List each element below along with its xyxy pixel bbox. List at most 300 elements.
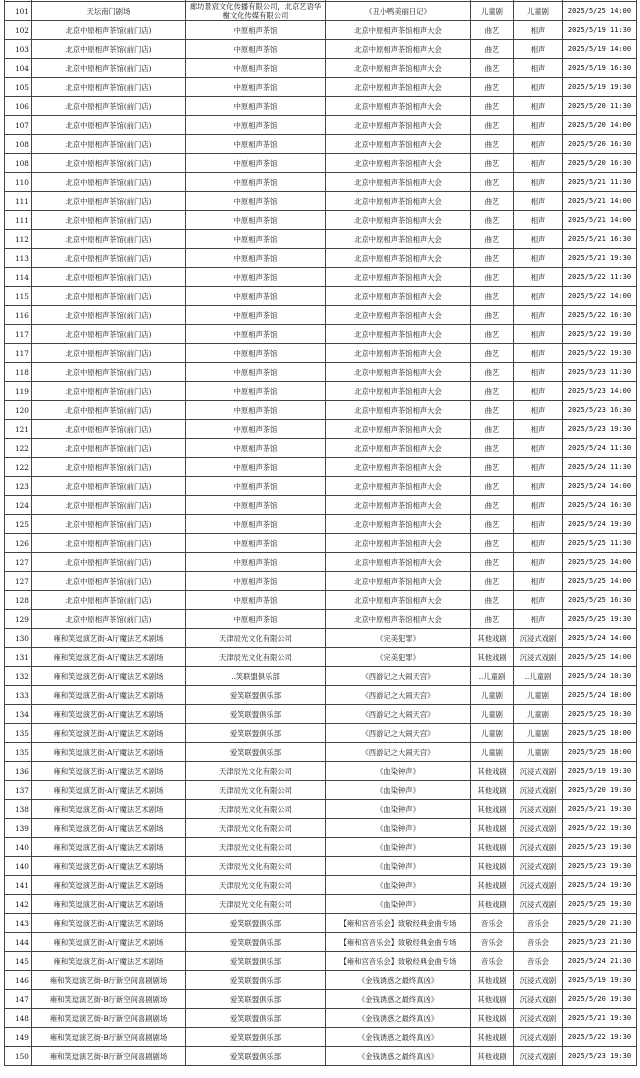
cell-category: 儿童剧 (471, 724, 514, 743)
cell-organizer: ..笑联盟俱乐部 (186, 667, 326, 686)
cell-number: 106 (5, 97, 32, 116)
cell-organizer: 天津辰光文化有限公司 (186, 819, 326, 838)
table-row (5, 1028, 637, 1047)
cell-number: 131 (5, 648, 32, 667)
cell-organizer: 爱笑联盟俱乐部 (186, 971, 326, 990)
cell-venue: 雍和笑逗演艺街-A厅魔法艺术剧场 (32, 781, 186, 800)
cell-organizer: 中原相声茶馆 (186, 401, 326, 420)
cell-subcategory: 儿童剧 (514, 686, 563, 705)
cell-title: 《西游记之大闹天宫》 (326, 724, 471, 743)
cell-datetime: 2025/5/25 19:30 (563, 610, 637, 629)
cell-number: 123 (5, 477, 32, 496)
table-row (5, 743, 637, 762)
cell-category: 其他戏剧 (471, 1028, 514, 1047)
cell-datetime: 2025/5/25 18:00 (563, 743, 637, 762)
cell-number: 116 (5, 306, 32, 325)
table-row (5, 496, 637, 515)
cell-organizer: 爱笑联盟俱乐部 (186, 1009, 326, 1028)
cell-title: 北京中原相声茶馆相声大会 (326, 591, 471, 610)
cell-datetime: 2025/5/22 19:30 (563, 325, 637, 344)
cell-title: 北京中原相声茶馆相声大会 (326, 477, 471, 496)
cell-number: 135 (5, 724, 32, 743)
cell-venue: 雍和笑逗演艺街-A厅魔法艺术剧场 (32, 857, 186, 876)
cell-title: 北京中原相声茶馆相声大会 (326, 325, 471, 344)
cell-title: 北京中原相声茶馆相声大会 (326, 78, 471, 97)
cell-organizer: 中原相声茶馆 (186, 192, 326, 211)
cell-category: 曲艺 (471, 116, 514, 135)
cell-category: 曲艺 (471, 192, 514, 211)
table-row (5, 705, 637, 724)
cell-subcategory: 相声 (514, 192, 563, 211)
table-row (5, 553, 637, 572)
cell-datetime: 2025/5/23 11:30 (563, 363, 637, 382)
cell-organizer: 中原相声茶馆 (186, 420, 326, 439)
cell-datetime: 2025/5/20 11:30 (563, 97, 637, 116)
cell-organizer: 中原相声茶馆 (186, 116, 326, 135)
cell-title: 北京中原相声茶馆相声大会 (326, 192, 471, 211)
cell-category: 曲艺 (471, 534, 514, 553)
cell-subcategory: 沉浸式戏剧 (514, 629, 563, 648)
cell-title: 北京中原相声茶馆相声大会 (326, 572, 471, 591)
cell-venue: 北京中原相声茶馆(前门店) (32, 78, 186, 97)
cell-category: ..儿童剧 (471, 667, 514, 686)
cell-number: 118 (5, 363, 32, 382)
cell-number: 104 (5, 59, 32, 78)
cell-venue: 北京中原相声茶馆(前门店) (32, 401, 186, 420)
table-row (5, 781, 637, 800)
cell-title: 北京中原相声茶馆相声大会 (326, 40, 471, 59)
cell-title: 《西游记之大闹天宫》 (326, 743, 471, 762)
cell-title: 北京中原相声茶馆相声大会 (326, 306, 471, 325)
cell-category: 其他戏剧 (471, 1009, 514, 1028)
cell-subcategory: 沉浸式戏剧 (514, 990, 563, 1009)
cell-venue: 北京中原相声茶馆(前门店) (32, 420, 186, 439)
table-row (5, 97, 637, 116)
cell-number: 102 (5, 21, 32, 40)
cell-category: 曲艺 (471, 439, 514, 458)
cell-title: 北京中原相声茶馆相声大会 (326, 496, 471, 515)
cell-organizer: 中原相声茶馆 (186, 458, 326, 477)
cell-organizer: 中原相声茶馆 (186, 496, 326, 515)
cell-subcategory: 相声 (514, 572, 563, 591)
cell-category: 音乐会 (471, 952, 514, 971)
table-row (5, 572, 637, 591)
cell-venue: 北京中原相声茶馆(前门店) (32, 192, 186, 211)
cell-title: 《金钱诱惑之最终真凶》 (326, 971, 471, 990)
cell-organizer: 中原相声茶馆 (186, 135, 326, 154)
cell-venue: 北京中原相声茶馆(前门店) (32, 230, 186, 249)
cell-venue: 北京中原相声茶馆(前门店) (32, 458, 186, 477)
cell-venue: 天坛南门剧场 (32, 2, 186, 21)
cell-organizer: 爱笑联盟俱乐部 (186, 743, 326, 762)
cell-category: 曲艺 (471, 610, 514, 629)
cell-category: 曲艺 (471, 230, 514, 249)
cell-category: 曲艺 (471, 458, 514, 477)
cell-category: 其他戏剧 (471, 1047, 514, 1066)
cell-organizer: 中原相声茶馆 (186, 553, 326, 572)
cell-number: 127 (5, 572, 32, 591)
cell-category: 其他戏剧 (471, 762, 514, 781)
cell-organizer: 天津辰光文化有限公司 (186, 781, 326, 800)
cell-subcategory: 相声 (514, 78, 563, 97)
cell-number: 125 (5, 515, 32, 534)
table-row (5, 800, 637, 819)
cell-category: 其他戏剧 (471, 857, 514, 876)
cell-datetime: 2025/5/20 19:30 (563, 781, 637, 800)
cell-venue: 北京中原相声茶馆(前门店) (32, 515, 186, 534)
cell-organizer: 中原相声茶馆 (186, 439, 326, 458)
cell-subcategory: 相声 (514, 306, 563, 325)
cell-number: 110 (5, 173, 32, 192)
cell-title: 北京中原相声茶馆相声大会 (326, 382, 471, 401)
cell-title: 北京中原相声茶馆相声大会 (326, 610, 471, 629)
cell-venue: 北京中原相声茶馆(前门店) (32, 40, 186, 59)
table-row (5, 363, 637, 382)
cell-organizer: 中原相声茶馆 (186, 78, 326, 97)
table-row (5, 78, 637, 97)
table-row (5, 1009, 637, 1028)
cell-subcategory: 相声 (514, 363, 563, 382)
cell-category: 其他戏剧 (471, 800, 514, 819)
cell-category: 曲艺 (471, 553, 514, 572)
cell-venue: 雍和笑逗演艺街-A厅魔法艺术剧场 (32, 838, 186, 857)
cell-subcategory: 相声 (514, 154, 563, 173)
cell-title: 北京中原相声茶馆相声大会 (326, 173, 471, 192)
cell-subcategory: 沉浸式戏剧 (514, 1009, 563, 1028)
cell-title: 北京中原相声茶馆相声大会 (326, 230, 471, 249)
cell-number: 117 (5, 325, 32, 344)
cell-number: 145 (5, 952, 32, 971)
cell-organizer: 天津辰光文化有限公司 (186, 800, 326, 819)
cell-category: 曲艺 (471, 515, 514, 534)
cell-subcategory: 沉浸式戏剧 (514, 819, 563, 838)
cell-venue: 北京中原相声茶馆(前门店) (32, 211, 186, 230)
cell-title: 北京中原相声茶馆相声大会 (326, 59, 471, 78)
cell-organizer: 中原相声茶馆 (186, 534, 326, 553)
cell-category: 曲艺 (471, 306, 514, 325)
cell-venue: 北京中原相声茶馆(前门店) (32, 553, 186, 572)
table-row (5, 952, 637, 971)
cell-number: 111 (5, 192, 32, 211)
table-row (5, 477, 637, 496)
cell-datetime: 2025/5/21 14:00 (563, 192, 637, 211)
cell-venue: 北京中原相声茶馆(前门店) (32, 534, 186, 553)
cell-number: 137 (5, 781, 32, 800)
cell-title: 北京中原相声茶馆相声大会 (326, 534, 471, 553)
cell-category: 儿童剧 (471, 2, 514, 21)
cell-title: 北京中原相声茶馆相声大会 (326, 401, 471, 420)
cell-subcategory: 儿童剧 (514, 705, 563, 724)
cell-category: 曲艺 (471, 78, 514, 97)
table-row (5, 211, 637, 230)
cell-organizer: 天津辰光文化有限公司 (186, 876, 326, 895)
table-row (5, 439, 637, 458)
cell-number: 141 (5, 876, 32, 895)
cell-title: 《血染钟声》 (326, 819, 471, 838)
cell-venue: 北京中原相声茶馆(前门店) (32, 173, 186, 192)
cell-number: 126 (5, 534, 32, 553)
cell-title: 【雍和宫音乐会】致敬经典金曲专场 (326, 933, 471, 952)
cell-subcategory: 相声 (514, 458, 563, 477)
cell-subcategory: 沉浸式戏剧 (514, 762, 563, 781)
cell-venue: 北京中原相声茶馆(前门店) (32, 249, 186, 268)
cell-organizer: 廊坊景宸文化传播有限公司，北京艺语华榭文化传媒有限公司 (186, 2, 326, 21)
table-row (5, 819, 637, 838)
cell-number: 112 (5, 230, 32, 249)
cell-venue: 雍和笑逗演艺街-A厅魔法艺术剧场 (32, 914, 186, 933)
table-row (5, 2, 637, 21)
cell-number: 136 (5, 762, 32, 781)
cell-datetime: 2025/5/21 16:30 (563, 230, 637, 249)
cell-subcategory: 相声 (514, 439, 563, 458)
cell-organizer: 中原相声茶馆 (186, 610, 326, 629)
cell-number: 128 (5, 591, 32, 610)
cell-organizer: 中原相声茶馆 (186, 515, 326, 534)
cell-number: 133 (5, 686, 32, 705)
cell-datetime: 2025/5/23 19:30 (563, 420, 637, 439)
cell-datetime: 2025/5/22 19:30 (563, 344, 637, 363)
table-row (5, 591, 637, 610)
cell-venue: 雍和笑逗演艺街-A厅魔法艺术剧场 (32, 705, 186, 724)
table-row (5, 990, 637, 1009)
table-row (5, 914, 637, 933)
table-row (5, 192, 637, 211)
cell-subcategory: 相声 (514, 382, 563, 401)
cell-number: 117 (5, 344, 32, 363)
cell-organizer: 天津辰光文化有限公司 (186, 857, 326, 876)
cell-title: 【雍和宫音乐会】致敬经典金曲专场 (326, 914, 471, 933)
cell-datetime: 2025/5/24 11:30 (563, 439, 637, 458)
cell-subcategory: 相声 (514, 325, 563, 344)
cell-number: 114 (5, 268, 32, 287)
cell-venue: 雍和笑逗演艺街-A厅魔法艺术剧场 (32, 667, 186, 686)
cell-number: 150 (5, 1047, 32, 1066)
cell-datetime: 2025/5/20 21:30 (563, 914, 637, 933)
table-row (5, 230, 637, 249)
table-row (5, 135, 637, 154)
cell-number: 107 (5, 116, 32, 135)
cell-datetime: 2025/5/19 19:30 (563, 78, 637, 97)
cell-subcategory: 相声 (514, 173, 563, 192)
cell-category: 曲艺 (471, 268, 514, 287)
cell-venue: 北京中原相声茶馆(前门店) (32, 477, 186, 496)
cell-venue: 雍和笑逗演艺街-A厅魔法艺术剧场 (32, 952, 186, 971)
cell-subcategory: 相声 (514, 496, 563, 515)
cell-venue: 雍和笑逗演艺街-A厅魔法艺术剧场 (32, 895, 186, 914)
cell-subcategory: 相声 (514, 116, 563, 135)
cell-subcategory: 沉浸式戏剧 (514, 648, 563, 667)
cell-organizer: 中原相声茶馆 (186, 572, 326, 591)
cell-category: 曲艺 (471, 363, 514, 382)
cell-venue: 雍和笑逗演艺街-A厅魔法艺术剧场 (32, 743, 186, 762)
cell-venue: 北京中原相声茶馆(前门店) (32, 154, 186, 173)
cell-organizer: 天津辰光文化有限公司 (186, 895, 326, 914)
cell-organizer: 爱笑联盟俱乐部 (186, 705, 326, 724)
cell-venue: 雍和笑逗演艺街-B厅新空间喜剧剧场 (32, 1009, 186, 1028)
cell-subcategory: 相声 (514, 287, 563, 306)
cell-category: 曲艺 (471, 249, 514, 268)
cell-category: 曲艺 (471, 154, 514, 173)
cell-title: 北京中原相声茶馆相声大会 (326, 21, 471, 40)
cell-title: 北京中原相声茶馆相声大会 (326, 268, 471, 287)
cell-title: 北京中原相声茶馆相声大会 (326, 344, 471, 363)
cell-number: 146 (5, 971, 32, 990)
cell-venue: 雍和笑逗演艺街-B厅新空间喜剧剧场 (32, 971, 186, 990)
cell-datetime: 2025/5/25 18:00 (563, 724, 637, 743)
cell-category: 曲艺 (471, 97, 514, 116)
cell-organizer: 爱笑联盟俱乐部 (186, 1047, 326, 1066)
cell-venue: 雍和笑逗演艺街-A厅魔法艺术剧场 (32, 629, 186, 648)
cell-datetime: 2025/5/21 14:00 (563, 211, 637, 230)
cell-subcategory: 相声 (514, 553, 563, 572)
cell-datetime: 2025/5/24 14:00 (563, 629, 637, 648)
cell-number: 138 (5, 800, 32, 819)
cell-datetime: 2025/5/25 14:00 (563, 648, 637, 667)
cell-datetime: 2025/5/25 14:00 (563, 572, 637, 591)
table-row (5, 59, 637, 78)
cell-category: 曲艺 (471, 572, 514, 591)
cell-category: 曲艺 (471, 40, 514, 59)
cell-category: 曲艺 (471, 325, 514, 344)
table-row (5, 344, 637, 363)
cell-subcategory: 相声 (514, 477, 563, 496)
cell-subcategory: 相声 (514, 420, 563, 439)
cell-venue: 北京中原相声茶馆(前门店) (32, 97, 186, 116)
cell-title: 《金钱诱惑之最终真凶》 (326, 1028, 471, 1047)
cell-datetime: 2025/5/19 19:30 (563, 971, 637, 990)
cell-title: 《丑小鸭美丽日记》 (326, 2, 471, 21)
cell-subcategory: 相声 (514, 268, 563, 287)
cell-category: 曲艺 (471, 591, 514, 610)
cell-organizer: 爱笑联盟俱乐部 (186, 933, 326, 952)
cell-title: 《金钱诱惑之最终真凶》 (326, 1009, 471, 1028)
cell-organizer: 爱笑联盟俱乐部 (186, 686, 326, 705)
cell-organizer: 中原相声茶馆 (186, 97, 326, 116)
cell-organizer: 中原相声茶馆 (186, 268, 326, 287)
cell-title: 《血染钟声》 (326, 800, 471, 819)
cell-datetime: 2025/5/22 19:30 (563, 1028, 637, 1047)
table-row (5, 971, 637, 990)
cell-organizer: 天津辰光文化有限公司 (186, 838, 326, 857)
cell-title: 北京中原相声茶馆相声大会 (326, 553, 471, 572)
table-row (5, 306, 637, 325)
cell-category: 曲艺 (471, 21, 514, 40)
cell-title: 北京中原相声茶馆相声大会 (326, 515, 471, 534)
cell-datetime: 2025/5/25 16:30 (563, 591, 637, 610)
cell-organizer: 中原相声茶馆 (186, 306, 326, 325)
cell-datetime: 2025/5/24 19:30 (563, 515, 637, 534)
cell-datetime: 2025/5/22 11:30 (563, 268, 637, 287)
cell-subcategory: 相声 (514, 249, 563, 268)
cell-title: 《血染钟声》 (326, 838, 471, 857)
cell-subcategory: 沉浸式戏剧 (514, 781, 563, 800)
cell-subcategory: 音乐会 (514, 933, 563, 952)
table-row (5, 686, 637, 705)
cell-datetime: 2025/5/19 19:30 (563, 762, 637, 781)
cell-datetime: 2025/5/23 19:30 (563, 838, 637, 857)
cell-number: 143 (5, 914, 32, 933)
cell-category: 曲艺 (471, 287, 514, 306)
cell-organizer: 爱笑联盟俱乐部 (186, 914, 326, 933)
cell-venue: 雍和笑逗演艺街-B厅新空间喜剧剧场 (32, 990, 186, 1009)
cell-organizer: 爱笑联盟俱乐部 (186, 1028, 326, 1047)
cell-title: 《金钱诱惑之最终真凶》 (326, 1047, 471, 1066)
cell-venue: 北京中原相声茶馆(前门店) (32, 21, 186, 40)
table-row (5, 534, 637, 553)
cell-number: 147 (5, 990, 32, 1009)
cell-datetime: 2025/5/24 19:30 (563, 876, 637, 895)
cell-title: 《血染钟声》 (326, 762, 471, 781)
cell-datetime: 2025/5/23 19:30 (563, 857, 637, 876)
cell-datetime: 2025/5/21 11:30 (563, 173, 637, 192)
cell-venue: 北京中原相声茶馆(前门店) (32, 591, 186, 610)
cell-number: 105 (5, 78, 32, 97)
cell-category: 其他戏剧 (471, 838, 514, 857)
cell-number: 120 (5, 401, 32, 420)
cell-title: 《完美犯罪》 (326, 629, 471, 648)
cell-subcategory: 相声 (514, 591, 563, 610)
cell-datetime: 2025/5/20 14:00 (563, 116, 637, 135)
cell-title: 北京中原相声茶馆相声大会 (326, 287, 471, 306)
cell-organizer: 中原相声茶馆 (186, 382, 326, 401)
cell-venue: 雍和笑逗演艺街-A厅魔法艺术剧场 (32, 648, 186, 667)
cell-organizer: 天津辰光文化有限公司 (186, 629, 326, 648)
cell-title: 北京中原相声茶馆相声大会 (326, 154, 471, 173)
performance-schedule-table (4, 0, 637, 1066)
cell-subcategory: 沉浸式戏剧 (514, 876, 563, 895)
cell-venue: 雍和笑逗演艺街-A厅魔法艺术剧场 (32, 819, 186, 838)
table-row (5, 458, 637, 477)
cell-datetime: 2025/5/19 11:30 (563, 21, 637, 40)
cell-title: 《西游记之大闹天宫》 (326, 667, 471, 686)
cell-title: 《血染钟声》 (326, 876, 471, 895)
cell-subcategory: 儿童剧 (514, 743, 563, 762)
cell-datetime: 2025/5/19 16:30 (563, 59, 637, 78)
cell-organizer: 中原相声茶馆 (186, 154, 326, 173)
cell-datetime: 2025/5/24 10:30 (563, 667, 637, 686)
table-row (5, 401, 637, 420)
table-row (5, 154, 637, 173)
cell-organizer: 爱笑联盟俱乐部 (186, 952, 326, 971)
table-row (5, 648, 637, 667)
cell-datetime: 2025/5/23 16:30 (563, 401, 637, 420)
cell-subcategory: 相声 (514, 40, 563, 59)
cell-title: 北京中原相声茶馆相声大会 (326, 420, 471, 439)
cell-venue: 北京中原相声茶馆(前门店) (32, 496, 186, 515)
cell-organizer: 中原相声茶馆 (186, 287, 326, 306)
cell-datetime: 2025/5/25 10:30 (563, 705, 637, 724)
cell-subcategory: 相声 (514, 211, 563, 230)
cell-category: 曲艺 (471, 173, 514, 192)
cell-category: 其他戏剧 (471, 990, 514, 1009)
cell-category: 儿童剧 (471, 743, 514, 762)
cell-datetime: 2025/5/25 14:00 (563, 2, 637, 21)
cell-subcategory: 相声 (514, 534, 563, 553)
cell-datetime: 2025/5/25 11:30 (563, 534, 637, 553)
cell-number: 140 (5, 838, 32, 857)
cell-title: 北京中原相声茶馆相声大会 (326, 439, 471, 458)
table-row (5, 762, 637, 781)
cell-category: 其他戏剧 (471, 819, 514, 838)
cell-number: 122 (5, 439, 32, 458)
cell-number: 140 (5, 857, 32, 876)
cell-subcategory: 相声 (514, 610, 563, 629)
cell-subcategory: 儿童剧 (514, 2, 563, 21)
cell-subcategory: 沉浸式戏剧 (514, 895, 563, 914)
cell-datetime: 2025/5/24 11:30 (563, 458, 637, 477)
cell-title: 北京中原相声茶馆相声大会 (326, 249, 471, 268)
cell-title: 北京中原相声茶馆相声大会 (326, 458, 471, 477)
